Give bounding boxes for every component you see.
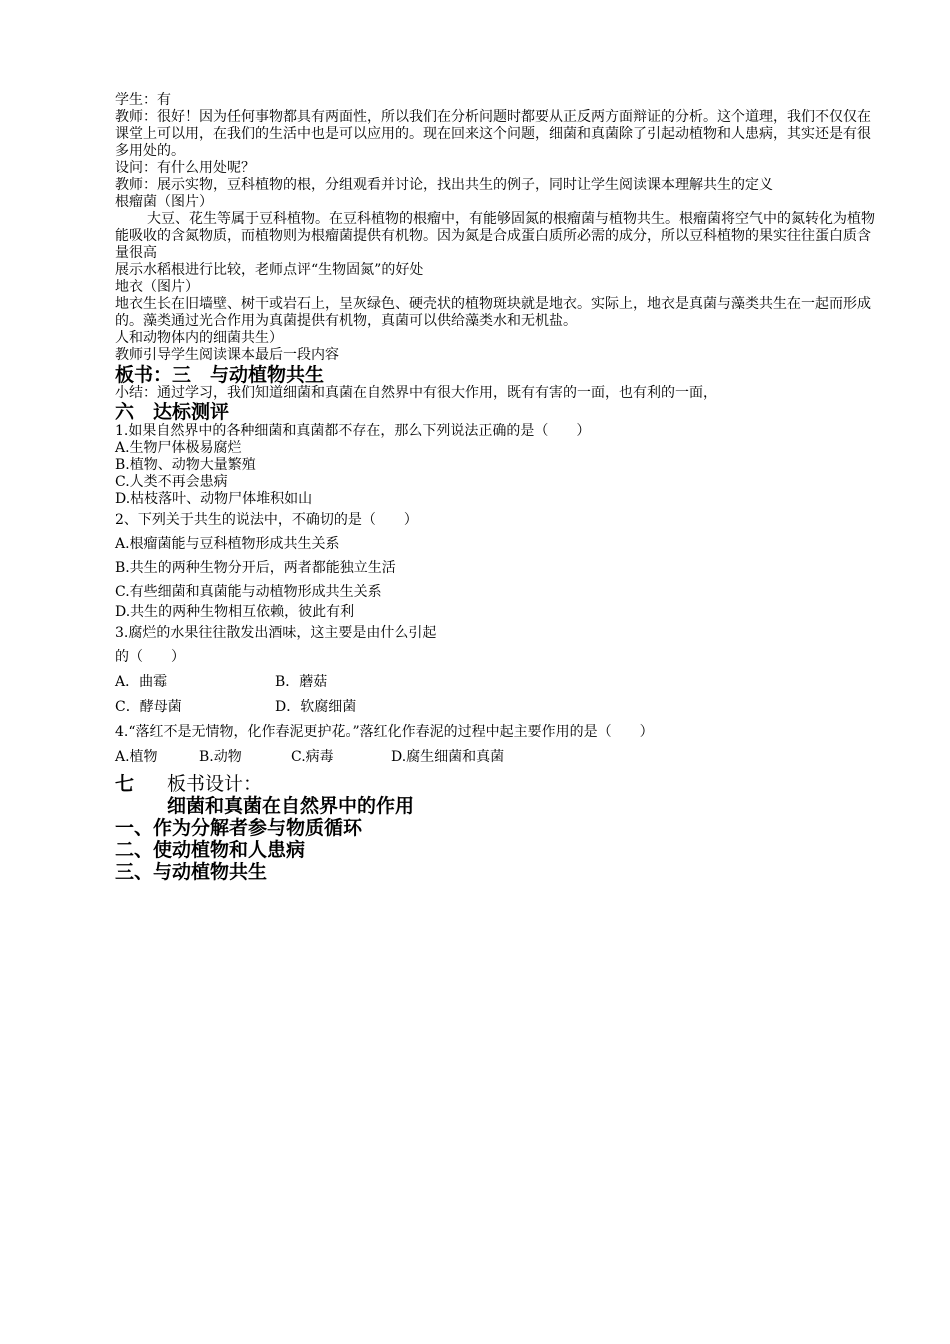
q3-option-c: C．酵母菌 bbox=[115, 699, 182, 715]
q2-option-c: C.有些细菌和真菌能与动植物形成共生关系 bbox=[115, 584, 382, 600]
q1-option-d: D.枯枝落叶、动物尸体堆积如山 bbox=[115, 491, 313, 507]
q3-options-row2 bbox=[115, 695, 875, 720]
document-page bbox=[115, 92, 875, 883]
teacher-guide-line: 教师引导学生阅读课本最后一段内容 bbox=[115, 347, 339, 363]
board-heading: 板书：三 与动植物共生 bbox=[115, 364, 325, 386]
q4-option-d: D.腐生细菌和真菌 bbox=[391, 749, 505, 765]
q4-option-b: B.动物 bbox=[199, 749, 242, 765]
board-design-item-1: 一、作为分解者参与物质循环 bbox=[115, 817, 363, 839]
q2-option-d: D.共生的两种生物相互依赖，彼此有利 bbox=[115, 604, 355, 620]
animal-bacteria-line: 人和动物体内的细菌共生） bbox=[115, 330, 283, 346]
q3-option-b: B．蘑菇 bbox=[275, 674, 328, 690]
board-design-item-3: 三、与动植物共生 bbox=[115, 861, 268, 883]
q1-option-a: A.生物尸体极易腐烂 bbox=[115, 440, 242, 456]
section-seven-number: 七 bbox=[115, 773, 135, 795]
q3-stem-line1: 3.腐烂的水果往往散发出酒味，这主要是由什么引起 bbox=[115, 625, 437, 641]
rice-root-line: 展示水稻根进行比较，老师点评“生物固氮”的好处 bbox=[115, 262, 424, 278]
q2-option-a: A.根瘤菌能与豆科植物形成共生关系 bbox=[115, 536, 340, 552]
q2-stem: 2、下列关于共生的说法中，不确切的是（ ） bbox=[115, 512, 418, 528]
lichen-paragraph: 地衣生长在旧墙壁、树干或岩石上，呈灰绿色、硬壳状的植物斑块就是地衣。实际上，地衣是真菌与藻类共生在一起而形成的。藻类通过光合作用为真菌提供有机物，真菌可以供给藻类水和无机盐。 bbox=[115, 296, 871, 329]
q3-option-d: D．软腐细菌 bbox=[275, 699, 357, 715]
rhizobia-paragraph: 大豆、花生等属于豆科植物。在豆科植物的根瘤中，有能够固氮的根瘤菌与植物共生。根瘤菌将空气中的氮转化为植物能吸收的含氮物质，而植物则为根瘤菌提供有机物。因为氮是合成蛋白质所必需的成分，所以豆科植物的果实往往蛋白质含量很高 bbox=[115, 211, 875, 261]
section-seven-title: 板书设计： bbox=[167, 773, 263, 795]
summary-line: 小结：通过学习，我们知道细菌和真菌在自然界中有很大作用，既有有害的一面，也有利的一面， bbox=[115, 385, 717, 401]
lichen-heading: 地衣（图片） bbox=[115, 279, 199, 295]
q1-option-c: C.人类不再会患病 bbox=[115, 474, 228, 490]
q4-options bbox=[115, 745, 875, 770]
q3-options-row1 bbox=[115, 670, 875, 695]
q4-option-a: A.植物 bbox=[115, 749, 158, 765]
dialogue-question: 设问：有什么用处呢？ bbox=[115, 160, 255, 176]
board-design-item-2: 二、使动植物和人患病 bbox=[115, 839, 306, 861]
section-seven-heading bbox=[115, 773, 875, 795]
q4-option-c: C.病毒 bbox=[291, 749, 334, 765]
rhizobia-heading: 根瘤菌（图片） bbox=[115, 194, 213, 210]
q1-option-b: B.植物、动物大量繁殖 bbox=[115, 457, 256, 473]
section-six-heading: 六 达标测评 bbox=[115, 401, 230, 423]
q3-stem-line2: 的（ ） bbox=[115, 649, 185, 665]
dialogue-teacher-1: 教师：很好！因为任何事物都具有两面性，所以我们在分析问题时都要从正反两方面辩证的分析。这个道理，我们不仅仅在课堂上可以用，在我们的生活中也是可以应用的。现在回来这个问题，细菌和真菌除了引起动植物和人患病，其实还是有很多用处的。 bbox=[115, 109, 871, 159]
board-design-title: 细菌和真菌在自然界中的作用 bbox=[167, 795, 415, 817]
q3-option-a: A．曲霉 bbox=[115, 674, 168, 690]
q4-stem: 4.“落红不是无情物，化作春泥更护花。”落红化作春泥的过程中起主要作用的是（ ） bbox=[115, 724, 654, 740]
q1-stem: 1.如果自然界中的各种细菌和真菌都不存在，那么下列说法正确的是（ ） bbox=[115, 423, 591, 439]
q2-option-b: B.共生的两种生物分开后，两者都能独立生活 bbox=[115, 560, 396, 576]
dialogue-student: 学生：有 bbox=[115, 92, 171, 108]
dialogue-teacher-2: 教师：展示实物，豆科植物的根，分组观看并讨论，找出共生的例子，同时让学生阅读课本理解共生的定义 bbox=[115, 177, 773, 193]
